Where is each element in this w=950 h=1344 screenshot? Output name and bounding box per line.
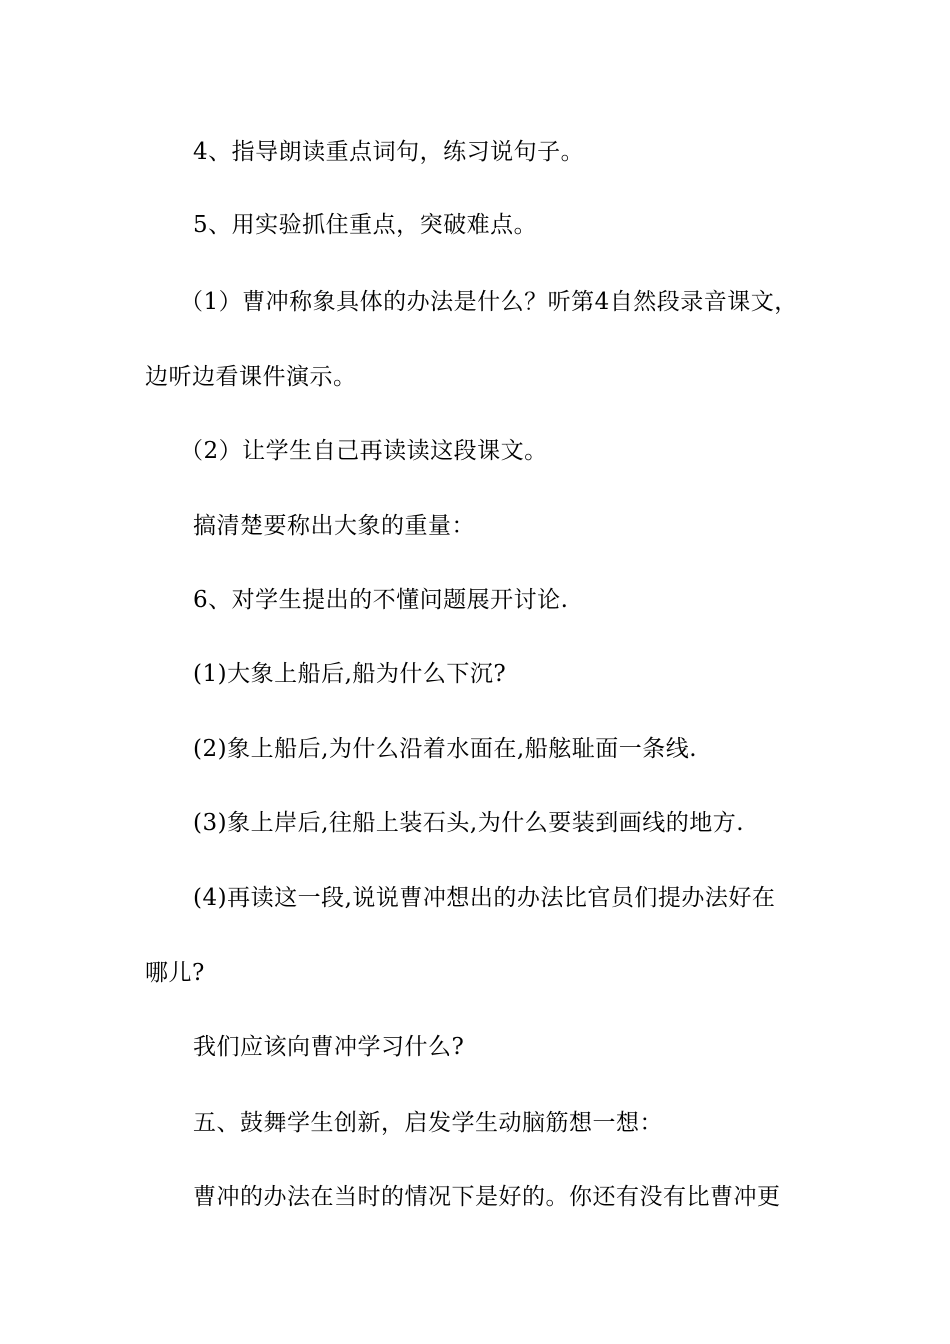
paragraph-line: 我们应该向曹冲学习什么? [193, 1034, 465, 1060]
paragraph-line: 曹冲的办法在当时的情况下是好的。你还有没有比曹冲更 [193, 1184, 781, 1210]
paragraph-line: 搞清楚要称出大象的重量： [193, 513, 475, 539]
paragraph-line: 五、鼓舞学生创新，启发学生动脑筋想一想： [193, 1110, 663, 1136]
paragraph-line: （2）让学生自己再读读这段课文。 [180, 438, 548, 464]
paragraph-line: （1）曹冲称象具体的办法是什么？听第4自然段录音课文， [180, 289, 798, 315]
paragraph-line: 哪儿? [145, 960, 205, 986]
paragraph-line: (2)象上船后,为什么沿着水面在,船舷耻面一条线. [193, 736, 698, 762]
paragraph-line: 6、对学生提出的不懂问题展开讨论. [193, 587, 569, 613]
paragraph-line: 边听边看课件演示。 [145, 364, 357, 390]
paragraph-line: 4、指导朗读重点词句，练习说句子。 [193, 139, 585, 165]
paragraph-line: (4)再读这一段,说说曹冲想出的办法比官员们提办法好在 [193, 885, 776, 911]
paragraph-line: (1)大象上船后,船为什么下沉? [193, 661, 507, 687]
paragraph-line: (3)象上岸后,往船上装石头,为什么要装到画线的地方. [193, 810, 745, 836]
paragraph-line: 5、用实验抓住重点，突破难点。 [193, 212, 538, 238]
